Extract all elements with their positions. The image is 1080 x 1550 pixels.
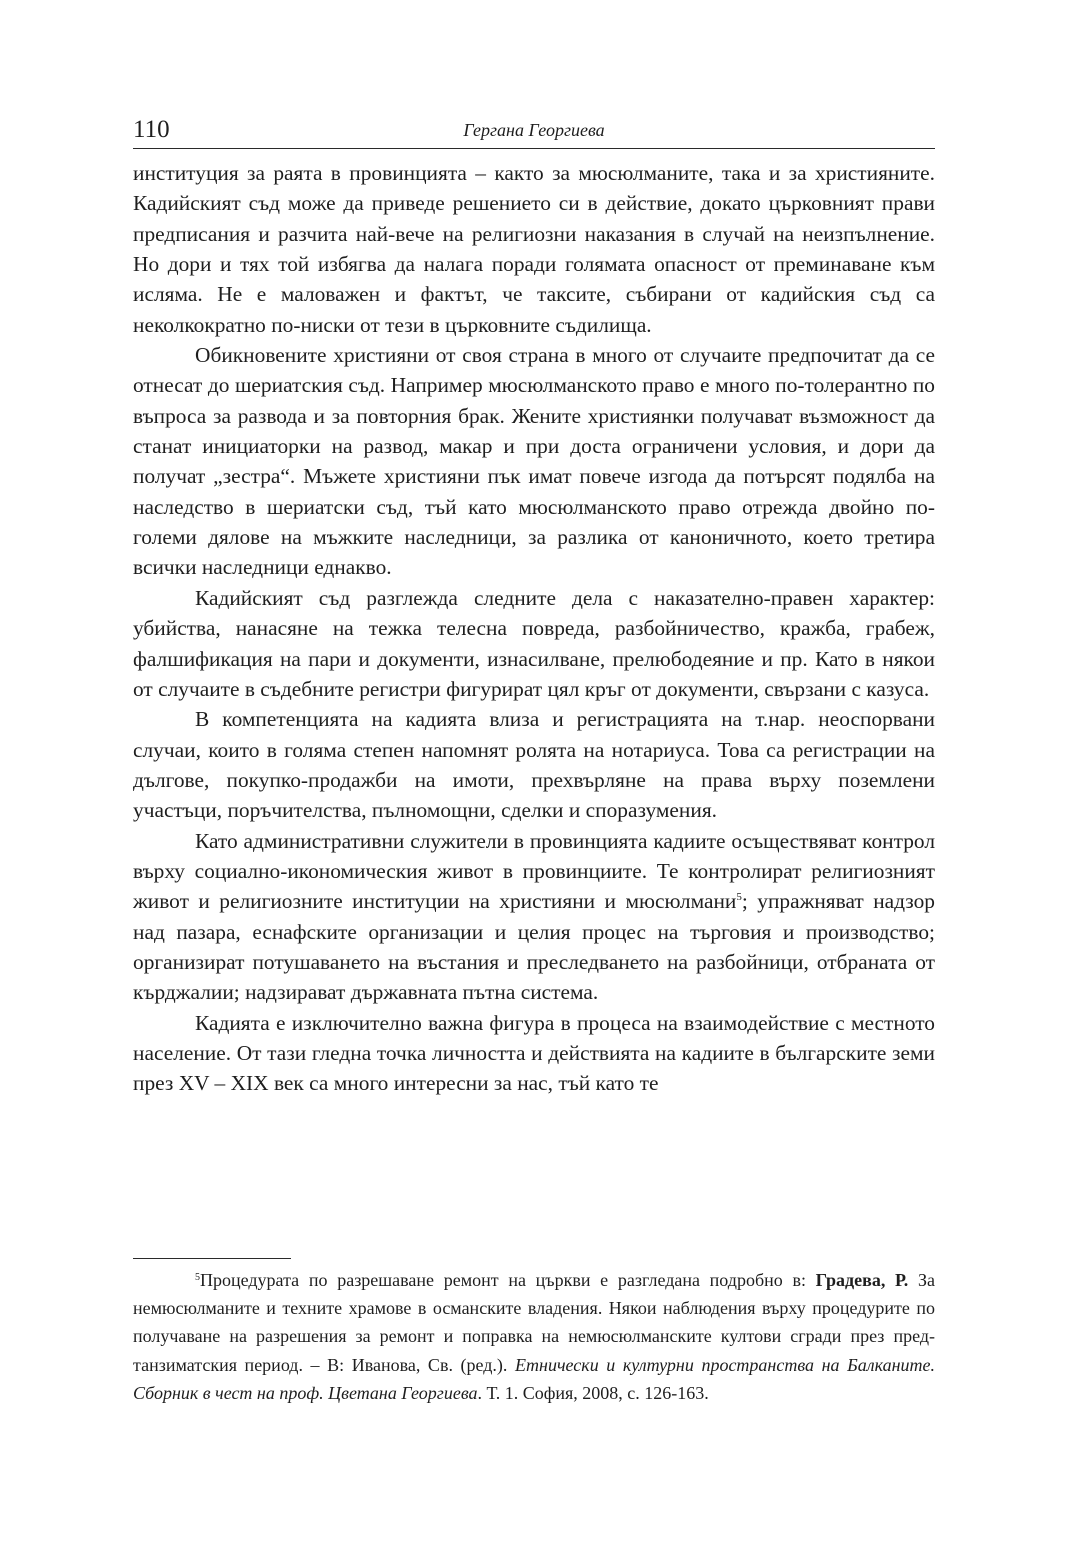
- paragraph-5-start: Като административни служители в провинцията кадиите осъществяват контрол върху социално-икономическия живот в провинциите. Те контролират религиозният живот и религиозните институции на християни и мюсюлмани: [133, 828, 935, 914]
- footnote-reference: 5: [736, 891, 742, 904]
- footnote: [133, 1266, 935, 1407]
- paragraph-1: институция за раята в провинцията – както за мюсюлманите, така и за християните. Кадийският съд може да приведе решението си в действие, докато църковният прави предписания и разчита най-вече на религиозни наказания в случай на неизпълнение. Но дори и тях той избягва да налага поради голямата опасност от преминаване към исляма. Не е маловажен и фактът, че таксите, събирани от кадийския съд са неколкократно по-ниски от тези в църковните съдилища.: [133, 161, 935, 337]
- paragraph-4: В компетенцията на кадията влиза и регистрацията на т.нар. неоспорвани случаи, които в голяма степен напомнят ролята на нотариуса. Това са регистрации на дългове, покупко-продажби на имоти, прехвърляне на права върху поземлени участъци, поръчителства, пълномощни, сделки и споразумения.: [133, 707, 935, 823]
- running-head-author: Гергана Георгиева: [463, 120, 605, 140]
- paragraph-3: Кадийският съд разглежда следните дела с наказателно-правен характер: убийства, нанасяне на тежка телесна повреда, разбойничество, кражба, грабеж, фалшификация на пари и документи, изнасилване, прелюбодеяние и пр. Като в някои от случаите в съдебните регистри фигурират цял кръг от документи, свързани с казуса.: [133, 585, 935, 701]
- paragraph-6: Кадията е изключително важна фигура в процеса на взаимодействие с местното население. От тази гледна точка личността и действията на кадиите в българските земи през XV – XIX век са много интересни за нас, тъй като те: [133, 1010, 935, 1096]
- paragraph-5-end: ; упражняват надзор над пазара, еснафските организации и целия процес на търговия и производство; организират потушаването на въстания и преследването на разбойници, отбраната от кърджалии; надзирават държавната пътна система.: [133, 889, 935, 1005]
- page-number: 110: [133, 116, 170, 143]
- paragraph-5: [133, 826, 935, 1008]
- footnote-author: Градева, Р.: [815, 1270, 909, 1290]
- footnote-text-1: Процедурата по разрешаване ремонт на църкви е разгледана подробно в:: [200, 1270, 816, 1290]
- paragraph-2: Обикновените християни от своя страна в много от случаите предпочитат да се отнесат до шериатския съд. Например мюсюлманското право е много по-толерантно по въпроса за развода и за повторния брак. Жените християнки получават възможност да станат инициаторки на развод, макар и при доста ограничени условия, и дори да получат „зестра“. Мъжете християни пък имат повече изгода да потърсят подялба на наследство в шериатски съд, тъй като мюсюлманското право отрежда двойно по-големи дялове на мъжките наследници, за разлика от каноничното, което третира всички наследници еднакво.: [133, 343, 935, 580]
- footnote-book-title: Етнически и културни пространства на Балканите. Сборник в чест на проф. Цветана Георгиева: [133, 1354, 935, 1403]
- main-text: [133, 158, 935, 1099]
- footnote-text-2: За немюсюлманите и техните храмове в османските владения. Някои наблюдения върху процедурите по получаване на разрешения за ремонт и поправка на немюсюлманските култови сгради през пред-танзиматския период. – В: Иванова, Св. (ред.).: [133, 1270, 936, 1375]
- footnote-number: 5: [195, 1272, 200, 1283]
- footnote-separator: [133, 1258, 291, 1259]
- footnote-text-3: . Т. 1. София, 2008, с. 126-163.: [477, 1382, 709, 1403]
- running-header: [133, 114, 935, 149]
